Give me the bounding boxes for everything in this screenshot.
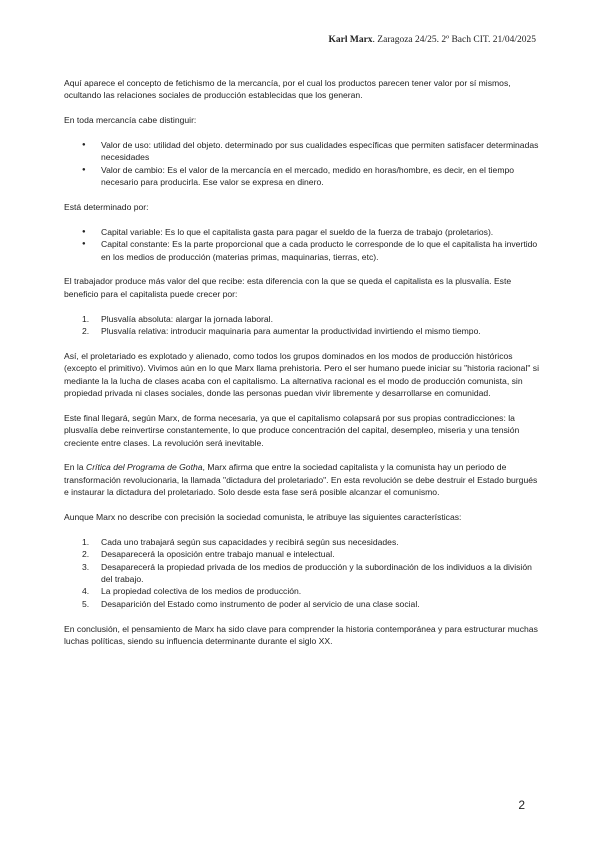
paragraph-conclusion: En conclusión, el pensamiento de Marx ha sido clave para comprender la historia contemporánea y para estructurar muchas luchas políticas, siendo su influencia determinante durante el siglo XX. [64,623,538,647]
list-item: ● Capital constante: Es la parte proporcional que a cada producto le corresponde de lo que el capitalista ha invertido en los medios de producción (materias primas, maquinarias, tierras, etc). [64,238,542,263]
bullet-list-valor [64,139,542,189]
list-item [64,585,542,597]
paragraph-caracteristicas-intro: Aunque Marx no describe con precisión la sociedad comunista, le atribuye las siguientes características: [64,512,462,523]
list-item-text: Desaparecerá la oposición entre trabajo manual e intelectual. [101,549,335,560]
list-item: ● Valor de cambio: Es el valor de la mercancía en el mercado, medido en horas/hombre, es decir, en el tiempo necesario para producirla. Ese valor se expresa en dinero. [64,164,542,189]
list-number: 1. [82,536,90,547]
list-number: 3. [82,561,90,572]
list-item [64,325,542,337]
paragraph-determinado: Está determinado por: [64,202,149,213]
paragraph-proletariado: Así, el proletariado es explotado y alienado, como todos los grupos dominados en los modos de producción históricos (excepto el primitivo). Vivimos aún en lo que Marx llama prehistoria. Pero el ser humano puede iniciar su "historia racional" si mediante la la lucha de clases acaba con el capitalismo. La alternativa racional es el modo de producción comunista, sin propiedad privada ni clases sociales, donde las personas puedan vivir libremente y desarrollarse en comunidad. [64,350,539,399]
paragraph-plusvalia: El trabajador produce más valor del que recibe: esta diferencia con la que se queda el capitalista es la plusvalía. Este beneficio para el capitalista puede crecer por: [64,276,512,299]
paragraph-mercancia-intro: En toda mercancía cabe distinguir: [64,115,197,126]
paragraph-fetichismo: Aquí aparece el concepto de fetichismo de la mercancía, por el cual los productos parecen tener valor por sí mismos, ocultando las relaciones sociales de producción establecidas que los generan. [64,78,511,101]
list-item [64,561,542,586]
paragraph-gotha [64,461,542,498]
list-item [64,598,542,610]
document-body [64,77,542,660]
list-item-text: Desaparición del Estado como instrumento de poder al servicio de una clase social. [101,598,420,609]
list-item-text: Plusvalía absoluta: alargar la jornada laboral. [101,313,273,324]
paragraph-final: Este final llegará, según Marx, de forma necesaria, ya que el capitalismo colapsará por sus propias contradicciones: la plusvalía debe reinvertirse constantemente, lo que produce concentración del capital, desempleo, miseria y una tensión creciente entre clases. La revolución será inevitable. [64,412,520,448]
gotha-after: , Marx afirma que entre la sociedad capitalista y la comunista hay un periodo de transformación revolucionaria, la llamada "dictadura del proletariado". En esta revolución se debe destruir el Estado burgués e instaurar la dictadura del proletariado. Solo desde esta fase será posible alcanzar el comunismo. [64,462,538,498]
list-item [64,548,542,560]
list-item-text: La propiedad colectiva de los medios de producción. [101,586,302,597]
list-item [64,536,542,548]
list-item-text: Desaparecerá la propiedad privada de los medios de producción y la subordinación de los individuos a la división del trabajo. [101,561,532,585]
list-item [64,313,542,325]
page-number: 2 [518,798,525,812]
list-number: 1. [82,313,90,324]
list-item-text: Cada uno trabajará según sus capacidades y recibirá según sus necesidades. [101,536,399,547]
bullet-list-capital [64,226,542,263]
list-number: 5. [82,598,90,609]
numbered-list-plusvalia [64,313,542,338]
header-author: Karl Marx [328,35,373,45]
gotha-title: Crítica del Programa de Gotha [85,462,203,473]
numbered-list-caracteristicas [64,536,542,610]
list-number: 2. [82,326,90,337]
header-info: . Zaragoza 24/25. 2º Bach CIT. 21/04/2025 [372,35,536,45]
list-number: 2. [82,549,90,560]
page-header [328,35,536,45]
list-item: ● Valor de uso: utilidad del objeto. determinado por sus cualidades específicas que permiten satisfacer determinadas necesidades [64,139,542,164]
gotha-before: En la [64,462,86,473]
list-item-text: Plusvalía relativa: introducir maquinaria para aumentar la productividad invirtiendo el mismo tiempo. [101,326,481,337]
list-item: ● Capital variable: Es lo que el capitalista gasta para pagar el sueldo de la fuerza de trabajo (proletarios). [64,226,542,238]
list-number: 4. [82,586,90,597]
